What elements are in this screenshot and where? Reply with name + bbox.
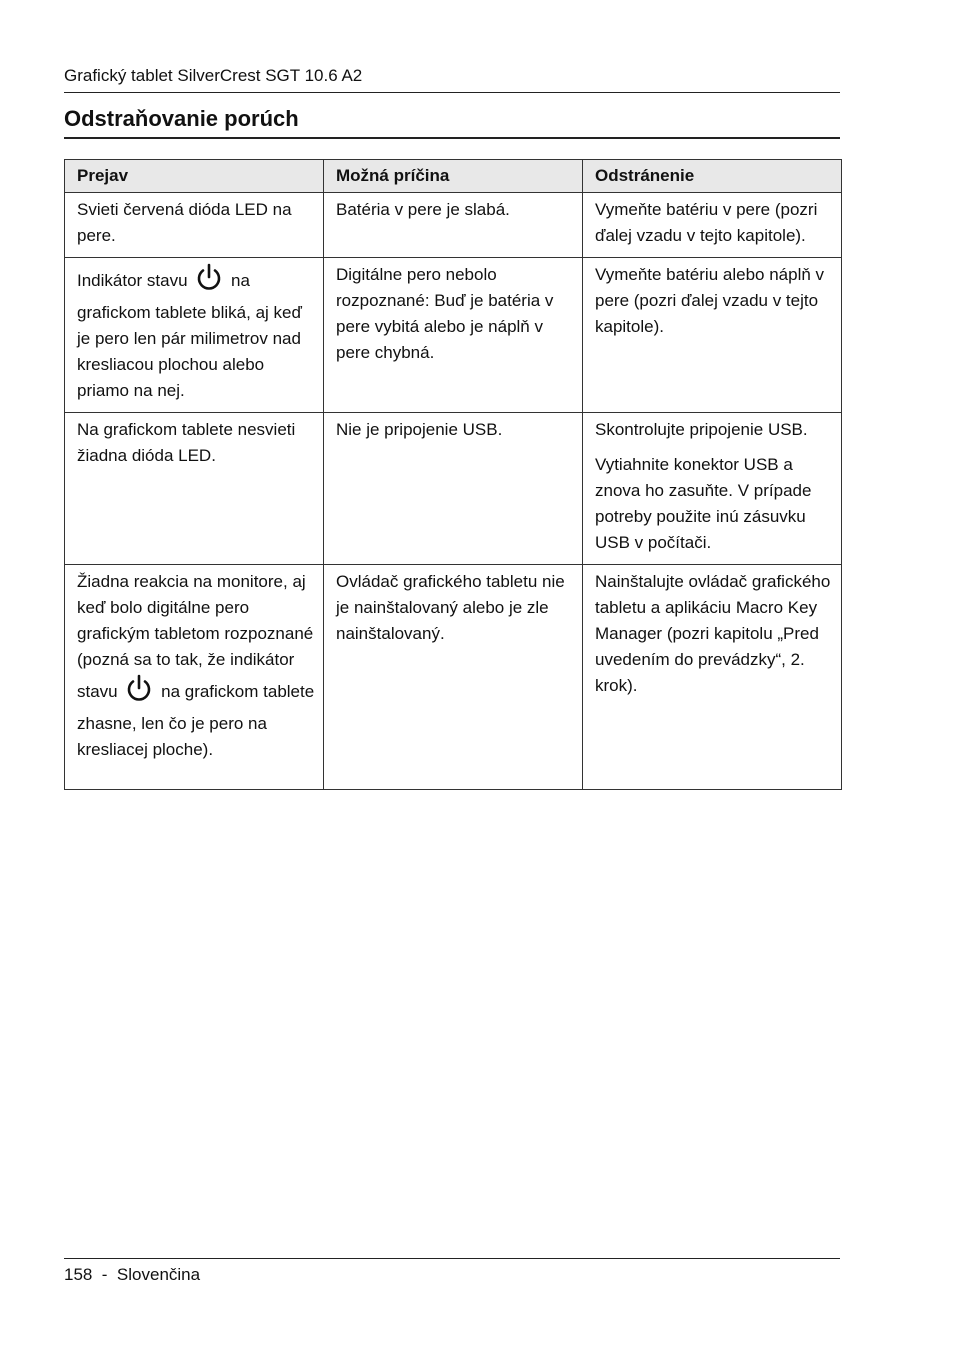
remedy-text: Vytiahnite konektor USB a znova ho zasuňte. V prípade potreby použite inú zásuvku USB v počítači. <box>595 455 812 552</box>
power-icon <box>124 673 154 711</box>
cause-cell <box>324 413 583 565</box>
page-footer: 158 - Slovenčina <box>64 1265 201 1284</box>
cause-cell <box>324 565 583 790</box>
header-rule <box>64 92 840 93</box>
title-rule <box>64 137 840 139</box>
remedy-cell <box>583 193 842 258</box>
cause-text: Digitálne pero nebolo rozpoznané: Buď je batéria v pere vybitá alebo je náplň v pere chybná. <box>336 265 554 362</box>
symptom-text: Svieti červená dióda LED na pere. <box>77 200 292 245</box>
remedy-cell <box>583 258 842 413</box>
column-header-remedy: Odstránenie <box>583 160 842 193</box>
remedy-cell <box>583 413 842 565</box>
column-header-symptom: Prejav <box>65 160 324 193</box>
symptom-cell <box>65 193 324 258</box>
symptom-cell <box>65 258 324 413</box>
symptom-text <box>77 569 315 763</box>
symptom-text-end: na grafickom tablete bliká, aj keď je pero len pár milimetrov nad kresliacou plochou alebo priamo na nej. <box>77 271 302 400</box>
table-header-row <box>65 160 842 193</box>
remedy-text: Vymeňte batériu v pere (pozri ďalej vzadu v tejto kapitole). <box>595 200 818 245</box>
symptom-cell <box>65 413 324 565</box>
symptom-text-end: na grafickom tablete zhasne, len čo je pero na kresliacej ploche). <box>77 682 315 759</box>
running-header: Grafický tablet SilverCrest SGT 10.6 A2 <box>64 66 363 85</box>
table-row <box>65 193 842 258</box>
troubleshooting-table <box>64 159 842 790</box>
column-header-cause: Možná príčina <box>324 160 583 193</box>
footer-rule <box>64 1258 840 1259</box>
remedy-cell <box>583 565 842 790</box>
symptom-text-start: Indikátor stavu <box>77 271 188 290</box>
symptom-cell <box>65 565 324 790</box>
remedy-text: Vymeňte batériu alebo náplň v pere (pozri ďalej vzadu v tejto kapitole). <box>595 265 825 336</box>
cause-text: Batéria v pere je slabá. <box>336 200 510 219</box>
remedy-text: Skontrolujte pripojenie USB. <box>595 420 808 439</box>
section-title: Odstraňovanie porúch <box>64 106 299 131</box>
remedy-text: Nainštalujte ovládač grafického tabletu a aplikáciu Macro Key Manager (pozri kapitolu „Pred uvedením do prevádzky“, 2. krok). <box>595 572 831 695</box>
table-row <box>65 413 842 565</box>
table-row <box>65 258 842 413</box>
cause-cell <box>324 193 583 258</box>
symptom-text: Na grafickom tablete nesvieti žiadna dióda LED. <box>77 420 296 465</box>
cause-text: Nie je pripojenie USB. <box>336 420 503 439</box>
symptom-text <box>77 262 315 404</box>
table-row <box>65 565 842 790</box>
cause-text: Ovládač grafického tabletu nie je nainštalovaný alebo je zle nainštalovaný. <box>336 572 565 643</box>
cause-cell <box>324 258 583 413</box>
power-icon <box>194 262 224 300</box>
symptom-text-start: Žiadna reakcia na monitore, aj keď bolo digitálne pero grafickým tabletom rozpoznané (pozná sa to tak, že indikátor stavu <box>77 572 314 701</box>
